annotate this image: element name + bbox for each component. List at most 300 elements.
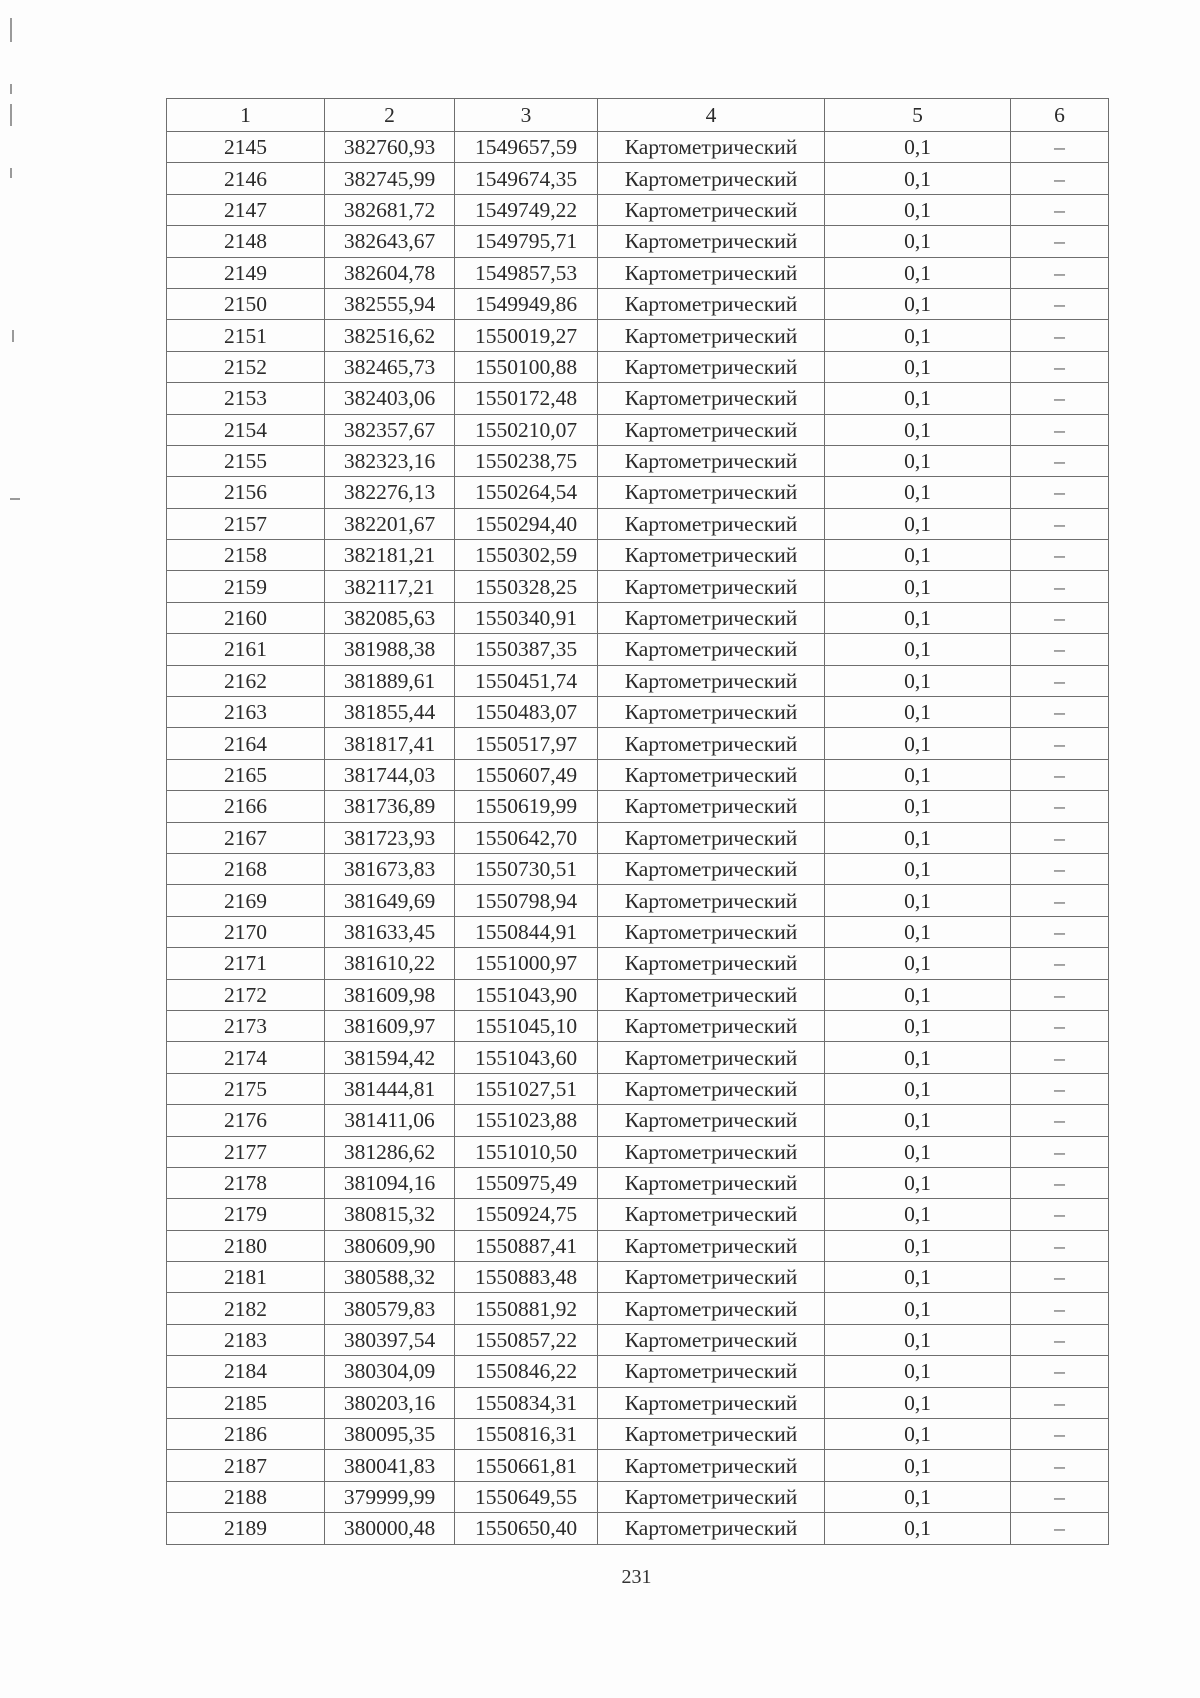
- accuracy-cell: 0,1: [825, 1293, 1011, 1324]
- point-number-cell: 2167: [167, 822, 325, 853]
- x-coordinate-cell: 382117,21: [325, 571, 455, 602]
- x-coordinate-cell: 382085,63: [325, 602, 455, 633]
- x-coordinate-cell: 380397,54: [325, 1324, 455, 1355]
- x-coordinate-cell: 380304,09: [325, 1356, 455, 1387]
- table-row: [167, 288, 1109, 319]
- point-number-cell: 2187: [167, 1450, 325, 1481]
- note-cell: –: [1011, 226, 1109, 257]
- x-coordinate-cell: 381609,97: [325, 1010, 455, 1041]
- point-number-cell: 2170: [167, 916, 325, 947]
- table-row: [167, 697, 1109, 728]
- note-cell: –: [1011, 508, 1109, 539]
- point-number-cell: 2155: [167, 445, 325, 476]
- table-row: [167, 979, 1109, 1010]
- point-number-cell: 2178: [167, 1167, 325, 1198]
- method-cell: Картометрический: [598, 1199, 825, 1230]
- x-coordinate-cell: 381988,38: [325, 634, 455, 665]
- column-header-4: 4: [598, 99, 825, 132]
- x-coordinate-cell: 382760,93: [325, 132, 455, 163]
- point-number-cell: 2146: [167, 163, 325, 194]
- accuracy-cell: 0,1: [825, 885, 1011, 916]
- note-cell: –: [1011, 257, 1109, 288]
- y-coordinate-cell: 1550340,91: [455, 602, 598, 633]
- note-cell: –: [1011, 822, 1109, 853]
- point-number-cell: 2184: [167, 1356, 325, 1387]
- x-coordinate-cell: 381411,06: [325, 1105, 455, 1136]
- method-cell: Картометрический: [598, 602, 825, 633]
- table-row: [167, 508, 1109, 539]
- note-cell: –: [1011, 602, 1109, 633]
- x-coordinate-cell: 382323,16: [325, 445, 455, 476]
- note-cell: –: [1011, 1356, 1109, 1387]
- method-cell: Картометрический: [598, 1073, 825, 1104]
- method-cell: Картометрический: [598, 163, 825, 194]
- accuracy-cell: 0,1: [825, 759, 1011, 790]
- accuracy-cell: 0,1: [825, 1356, 1011, 1387]
- table-row: [167, 759, 1109, 790]
- method-cell: Картометрический: [598, 1356, 825, 1387]
- point-number-cell: 2169: [167, 885, 325, 916]
- x-coordinate-cell: 382745,99: [325, 163, 455, 194]
- note-cell: –: [1011, 1230, 1109, 1261]
- x-coordinate-cell: 380579,83: [325, 1293, 455, 1324]
- y-coordinate-cell: 1550924,75: [455, 1199, 598, 1230]
- table-row: [167, 1356, 1109, 1387]
- accuracy-cell: 0,1: [825, 979, 1011, 1010]
- accuracy-cell: 0,1: [825, 257, 1011, 288]
- y-coordinate-cell: 1550483,07: [455, 697, 598, 728]
- point-number-cell: 2186: [167, 1419, 325, 1450]
- table-row: [167, 1293, 1109, 1324]
- method-cell: Картометрический: [598, 1230, 825, 1261]
- point-number-cell: 2153: [167, 383, 325, 414]
- method-cell: Картометрический: [598, 257, 825, 288]
- accuracy-cell: 0,1: [825, 634, 1011, 665]
- method-cell: Картометрический: [598, 1419, 825, 1450]
- method-cell: Картометрический: [598, 288, 825, 319]
- note-cell: –: [1011, 1167, 1109, 1198]
- note-cell: –: [1011, 540, 1109, 571]
- table-row: [167, 320, 1109, 351]
- x-coordinate-cell: 382516,62: [325, 320, 455, 351]
- point-number-cell: 2172: [167, 979, 325, 1010]
- y-coordinate-cell: 1551045,10: [455, 1010, 598, 1041]
- x-coordinate-cell: 380203,16: [325, 1387, 455, 1418]
- x-coordinate-cell: 382181,21: [325, 540, 455, 571]
- accuracy-cell: 0,1: [825, 477, 1011, 508]
- accuracy-cell: 0,1: [825, 853, 1011, 884]
- note-cell: –: [1011, 697, 1109, 728]
- y-coordinate-cell: 1550844,91: [455, 916, 598, 947]
- x-coordinate-cell: 382465,73: [325, 351, 455, 382]
- note-cell: –: [1011, 1481, 1109, 1512]
- point-number-cell: 2149: [167, 257, 325, 288]
- point-number-cell: 2160: [167, 602, 325, 633]
- table-row: [167, 540, 1109, 571]
- method-cell: Картометрический: [598, 791, 825, 822]
- x-coordinate-cell: 381736,89: [325, 791, 455, 822]
- accuracy-cell: 0,1: [825, 1136, 1011, 1167]
- table-row: [167, 1073, 1109, 1104]
- y-coordinate-cell: 1550798,94: [455, 885, 598, 916]
- x-coordinate-cell: 382403,06: [325, 383, 455, 414]
- table-row: [167, 634, 1109, 665]
- x-coordinate-cell: 380041,83: [325, 1450, 455, 1481]
- y-coordinate-cell: 1550100,88: [455, 351, 598, 382]
- method-cell: Картометрический: [598, 383, 825, 414]
- accuracy-cell: 0,1: [825, 665, 1011, 696]
- accuracy-cell: 0,1: [825, 540, 1011, 571]
- method-cell: Картометрический: [598, 477, 825, 508]
- method-cell: Картометрический: [598, 728, 825, 759]
- point-number-cell: 2158: [167, 540, 325, 571]
- note-cell: –: [1011, 1136, 1109, 1167]
- accuracy-cell: 0,1: [825, 697, 1011, 728]
- note-cell: –: [1011, 477, 1109, 508]
- x-coordinate-cell: 379999,99: [325, 1481, 455, 1512]
- table-row: [167, 853, 1109, 884]
- accuracy-cell: 0,1: [825, 1513, 1011, 1544]
- method-cell: Картометрический: [598, 1293, 825, 1324]
- y-coordinate-cell: 1550730,51: [455, 853, 598, 884]
- table-row: [167, 791, 1109, 822]
- note-cell: –: [1011, 571, 1109, 602]
- table-row: [167, 1262, 1109, 1293]
- y-coordinate-cell: 1549749,22: [455, 194, 598, 225]
- method-cell: Картометрический: [598, 540, 825, 571]
- note-cell: –: [1011, 414, 1109, 445]
- table-row: [167, 1450, 1109, 1481]
- point-number-cell: 2189: [167, 1513, 325, 1544]
- y-coordinate-cell: 1550975,49: [455, 1167, 598, 1198]
- note-cell: –: [1011, 948, 1109, 979]
- method-cell: Картометрический: [598, 320, 825, 351]
- x-coordinate-cell: 382357,67: [325, 414, 455, 445]
- scan-mark: [10, 498, 20, 500]
- table-row: [167, 257, 1109, 288]
- method-cell: Картометрический: [598, 1136, 825, 1167]
- table-row: [167, 194, 1109, 225]
- point-number-cell: 2182: [167, 1293, 325, 1324]
- note-cell: –: [1011, 791, 1109, 822]
- point-number-cell: 2162: [167, 665, 325, 696]
- y-coordinate-cell: 1550619,99: [455, 791, 598, 822]
- accuracy-cell: 0,1: [825, 320, 1011, 351]
- x-coordinate-cell: 381609,98: [325, 979, 455, 1010]
- accuracy-cell: 0,1: [825, 1419, 1011, 1450]
- table-row: [167, 1419, 1109, 1450]
- x-coordinate-cell: 380609,90: [325, 1230, 455, 1261]
- table-row: [167, 602, 1109, 633]
- table-row: [167, 1010, 1109, 1041]
- table-header-row: [167, 99, 1109, 132]
- point-number-cell: 2175: [167, 1073, 325, 1104]
- y-coordinate-cell: 1549657,59: [455, 132, 598, 163]
- method-cell: Картометрический: [598, 194, 825, 225]
- y-coordinate-cell: 1551000,97: [455, 948, 598, 979]
- point-number-cell: 2174: [167, 1042, 325, 1073]
- point-number-cell: 2154: [167, 414, 325, 445]
- accuracy-cell: 0,1: [825, 132, 1011, 163]
- table-row: [167, 1481, 1109, 1512]
- table-body: [167, 132, 1109, 1545]
- x-coordinate-cell: 380000,48: [325, 1513, 455, 1544]
- y-coordinate-cell: 1550172,48: [455, 383, 598, 414]
- column-header-2: 2: [325, 99, 455, 132]
- x-coordinate-cell: 380815,32: [325, 1199, 455, 1230]
- y-coordinate-cell: 1550210,07: [455, 414, 598, 445]
- note-cell: –: [1011, 1105, 1109, 1136]
- x-coordinate-cell: 382276,13: [325, 477, 455, 508]
- y-coordinate-cell: 1550834,31: [455, 1387, 598, 1418]
- point-number-cell: 2164: [167, 728, 325, 759]
- y-coordinate-cell: 1551027,51: [455, 1073, 598, 1104]
- x-coordinate-cell: 381594,42: [325, 1042, 455, 1073]
- y-coordinate-cell: 1550387,35: [455, 634, 598, 665]
- note-cell: –: [1011, 1450, 1109, 1481]
- x-coordinate-cell: 381889,61: [325, 665, 455, 696]
- note-cell: –: [1011, 1010, 1109, 1041]
- table-row: [167, 163, 1109, 194]
- table-row: [167, 1136, 1109, 1167]
- method-cell: Картометрический: [598, 759, 825, 790]
- y-coordinate-cell: 1550238,75: [455, 445, 598, 476]
- note-cell: –: [1011, 132, 1109, 163]
- method-cell: Картометрический: [598, 665, 825, 696]
- point-number-cell: 2151: [167, 320, 325, 351]
- accuracy-cell: 0,1: [825, 508, 1011, 539]
- method-cell: Картометрический: [598, 1387, 825, 1418]
- method-cell: Картометрический: [598, 634, 825, 665]
- point-number-cell: 2188: [167, 1481, 325, 1512]
- y-coordinate-cell: 1550294,40: [455, 508, 598, 539]
- table-row: [167, 728, 1109, 759]
- table-row: [167, 1513, 1109, 1544]
- x-coordinate-cell: 381444,81: [325, 1073, 455, 1104]
- accuracy-cell: 0,1: [825, 163, 1011, 194]
- table-row: [167, 132, 1109, 163]
- method-cell: Картометрический: [598, 979, 825, 1010]
- y-coordinate-cell: 1550883,48: [455, 1262, 598, 1293]
- accuracy-cell: 0,1: [825, 1262, 1011, 1293]
- note-cell: –: [1011, 853, 1109, 884]
- x-coordinate-cell: 381673,83: [325, 853, 455, 884]
- x-coordinate-cell: 381649,69: [325, 885, 455, 916]
- table-row: [167, 445, 1109, 476]
- accuracy-cell: 0,1: [825, 1167, 1011, 1198]
- method-cell: Картометрический: [598, 1481, 825, 1512]
- x-coordinate-cell: 381094,16: [325, 1167, 455, 1198]
- table-row: [167, 1199, 1109, 1230]
- note-cell: –: [1011, 885, 1109, 916]
- point-number-cell: 2181: [167, 1262, 325, 1293]
- accuracy-cell: 0,1: [825, 194, 1011, 225]
- x-coordinate-cell: 381610,22: [325, 948, 455, 979]
- x-coordinate-cell: 381855,44: [325, 697, 455, 728]
- point-number-cell: 2180: [167, 1230, 325, 1261]
- x-coordinate-cell: 382681,72: [325, 194, 455, 225]
- point-number-cell: 2179: [167, 1199, 325, 1230]
- point-number-cell: 2168: [167, 853, 325, 884]
- note-cell: –: [1011, 1073, 1109, 1104]
- table-row: [167, 665, 1109, 696]
- y-coordinate-cell: 1550019,27: [455, 320, 598, 351]
- table-row: [167, 477, 1109, 508]
- table-row: [167, 351, 1109, 382]
- point-number-cell: 2173: [167, 1010, 325, 1041]
- column-header-3: 3: [455, 99, 598, 132]
- table-row: [167, 948, 1109, 979]
- page-number: 231: [621, 1566, 652, 1588]
- point-number-cell: 2159: [167, 571, 325, 602]
- accuracy-cell: 0,1: [825, 948, 1011, 979]
- y-coordinate-cell: 1550887,41: [455, 1230, 598, 1261]
- y-coordinate-cell: 1549795,71: [455, 226, 598, 257]
- point-number-cell: 2165: [167, 759, 325, 790]
- note-cell: –: [1011, 1387, 1109, 1418]
- method-cell: Картометрический: [598, 885, 825, 916]
- scan-mark: [10, 84, 12, 94]
- table-row: [167, 414, 1109, 445]
- y-coordinate-cell: 1550642,70: [455, 822, 598, 853]
- method-cell: Картометрический: [598, 853, 825, 884]
- note-cell: –: [1011, 1513, 1109, 1544]
- method-cell: Картометрический: [598, 445, 825, 476]
- y-coordinate-cell: 1550451,74: [455, 665, 598, 696]
- y-coordinate-cell: 1550649,55: [455, 1481, 598, 1512]
- coordinates-table: [166, 98, 1109, 1545]
- table-row: [167, 916, 1109, 947]
- y-coordinate-cell: 1550607,49: [455, 759, 598, 790]
- accuracy-cell: 0,1: [825, 1073, 1011, 1104]
- table-row: [167, 383, 1109, 414]
- scan-mark: [10, 18, 12, 42]
- accuracy-cell: 0,1: [825, 602, 1011, 633]
- table-row: [167, 1230, 1109, 1261]
- accuracy-cell: 0,1: [825, 414, 1011, 445]
- point-number-cell: 2152: [167, 351, 325, 382]
- table-row: [167, 1042, 1109, 1073]
- y-coordinate-cell: 1550328,25: [455, 571, 598, 602]
- method-cell: Картометрический: [598, 1513, 825, 1544]
- accuracy-cell: 0,1: [825, 1387, 1011, 1418]
- method-cell: Картометрический: [598, 226, 825, 257]
- method-cell: Картометрический: [598, 1450, 825, 1481]
- accuracy-cell: 0,1: [825, 226, 1011, 257]
- accuracy-cell: 0,1: [825, 351, 1011, 382]
- x-coordinate-cell: 381744,03: [325, 759, 455, 790]
- y-coordinate-cell: 1550517,97: [455, 728, 598, 759]
- x-coordinate-cell: 381633,45: [325, 916, 455, 947]
- method-cell: Картометрический: [598, 916, 825, 947]
- x-coordinate-cell: 381286,62: [325, 1136, 455, 1167]
- note-cell: –: [1011, 1419, 1109, 1450]
- note-cell: –: [1011, 351, 1109, 382]
- table-row: [167, 571, 1109, 602]
- point-number-cell: 2183: [167, 1324, 325, 1355]
- method-cell: Картометрический: [598, 1010, 825, 1041]
- accuracy-cell: 0,1: [825, 445, 1011, 476]
- x-coordinate-cell: 382201,67: [325, 508, 455, 539]
- note-cell: –: [1011, 979, 1109, 1010]
- method-cell: Картометрический: [598, 508, 825, 539]
- y-coordinate-cell: 1550881,92: [455, 1293, 598, 1324]
- y-coordinate-cell: 1550816,31: [455, 1419, 598, 1450]
- method-cell: Картометрический: [598, 697, 825, 728]
- method-cell: Картометрический: [598, 1324, 825, 1355]
- note-cell: –: [1011, 194, 1109, 225]
- accuracy-cell: 0,1: [825, 1324, 1011, 1355]
- point-number-cell: 2161: [167, 634, 325, 665]
- x-coordinate-cell: 382555,94: [325, 288, 455, 319]
- scan-mark: [10, 104, 12, 126]
- note-cell: –: [1011, 728, 1109, 759]
- note-cell: –: [1011, 445, 1109, 476]
- point-number-cell: 2147: [167, 194, 325, 225]
- method-cell: Картометрический: [598, 1105, 825, 1136]
- table-row: [167, 885, 1109, 916]
- point-number-cell: 2157: [167, 508, 325, 539]
- note-cell: –: [1011, 320, 1109, 351]
- x-coordinate-cell: 380095,35: [325, 1419, 455, 1450]
- table-row: [167, 1105, 1109, 1136]
- method-cell: Картометрический: [598, 132, 825, 163]
- note-cell: –: [1011, 1262, 1109, 1293]
- column-header-5: 5: [825, 99, 1011, 132]
- table-row: [167, 822, 1109, 853]
- point-number-cell: 2145: [167, 132, 325, 163]
- note-cell: –: [1011, 1042, 1109, 1073]
- note-cell: –: [1011, 383, 1109, 414]
- y-coordinate-cell: 1550302,59: [455, 540, 598, 571]
- method-cell: Картометрический: [598, 351, 825, 382]
- column-header-1: 1: [167, 99, 325, 132]
- accuracy-cell: 0,1: [825, 288, 1011, 319]
- scan-mark: [10, 168, 12, 178]
- note-cell: –: [1011, 665, 1109, 696]
- y-coordinate-cell: 1551010,50: [455, 1136, 598, 1167]
- point-number-cell: 2171: [167, 948, 325, 979]
- accuracy-cell: 0,1: [825, 1450, 1011, 1481]
- note-cell: –: [1011, 1199, 1109, 1230]
- x-coordinate-cell: 382643,67: [325, 226, 455, 257]
- point-number-cell: 2163: [167, 697, 325, 728]
- point-number-cell: 2148: [167, 226, 325, 257]
- accuracy-cell: 0,1: [825, 1230, 1011, 1261]
- note-cell: –: [1011, 163, 1109, 194]
- x-coordinate-cell: 381817,41: [325, 728, 455, 759]
- accuracy-cell: 0,1: [825, 822, 1011, 853]
- y-coordinate-cell: 1551023,88: [455, 1105, 598, 1136]
- note-cell: –: [1011, 1293, 1109, 1324]
- point-number-cell: 2156: [167, 477, 325, 508]
- column-header-6: 6: [1011, 99, 1109, 132]
- method-cell: Картометрический: [598, 948, 825, 979]
- method-cell: Картометрический: [598, 1262, 825, 1293]
- note-cell: –: [1011, 288, 1109, 319]
- y-coordinate-cell: 1549674,35: [455, 163, 598, 194]
- point-number-cell: 2177: [167, 1136, 325, 1167]
- table-row: [167, 226, 1109, 257]
- table-row: [167, 1324, 1109, 1355]
- note-cell: –: [1011, 759, 1109, 790]
- y-coordinate-cell: 1551043,90: [455, 979, 598, 1010]
- accuracy-cell: 0,1: [825, 571, 1011, 602]
- y-coordinate-cell: 1551043,60: [455, 1042, 598, 1073]
- y-coordinate-cell: 1550857,22: [455, 1324, 598, 1355]
- accuracy-cell: 0,1: [825, 916, 1011, 947]
- accuracy-cell: 0,1: [825, 791, 1011, 822]
